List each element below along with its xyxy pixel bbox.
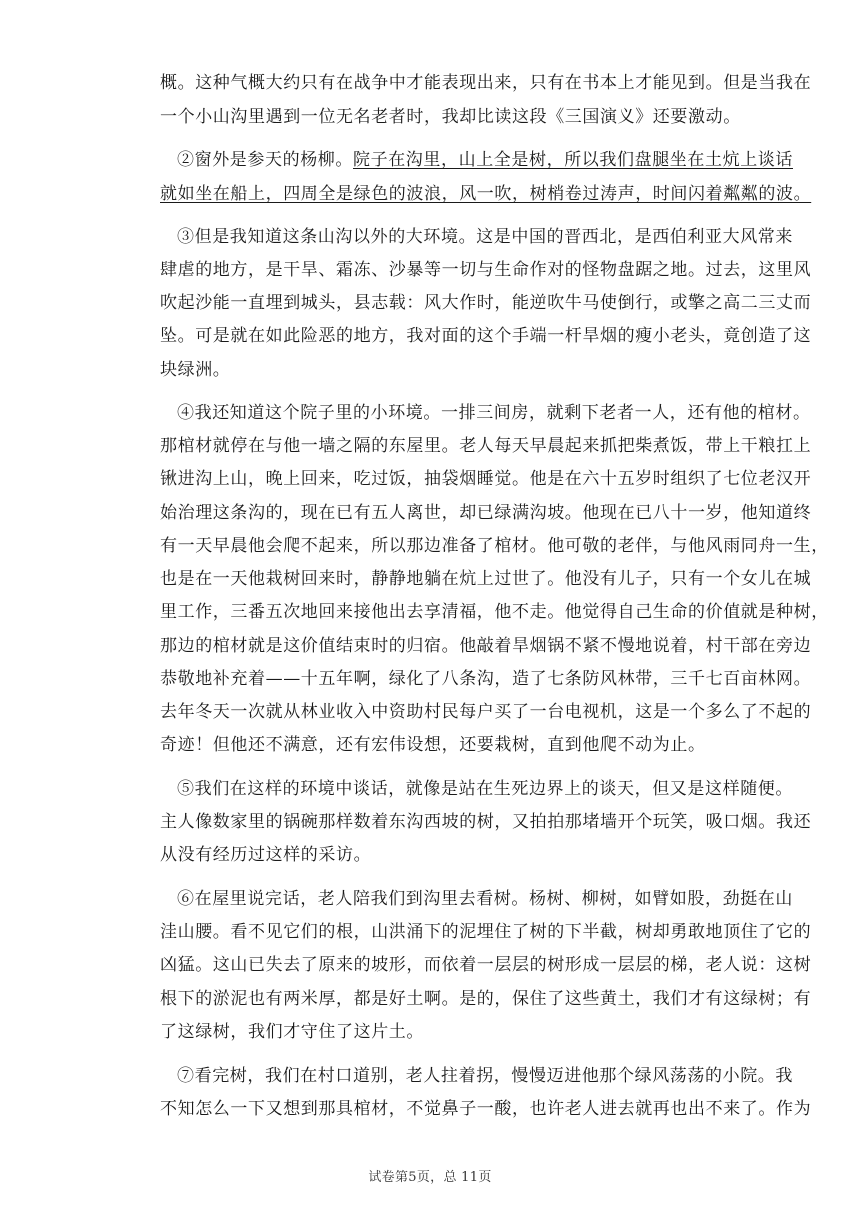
text-line: 主人像数家里的锅碗那样数着东沟西坡的树，又拍拍那堵墙开个玩笑，吸口烟。我还 — [160, 812, 812, 832]
paragraph-3-start: ③但是我知道这条山沟以外的大环境。这是中国的晋西北，是西伯利亚大风常来 — [177, 227, 793, 247]
text-line: 锹进沟上山，晚上回来，吃过饭，抽袋烟睡觉。他是在六十五岁时组织了七位老汉开 — [160, 469, 812, 489]
page-footer: 试卷第5页，总 11页 — [368, 1170, 492, 1185]
text-line: 有一天早晨他会爬不起来，所以那边准备了棺材。他可敬的老伴，与他风雨同舟一生， — [160, 536, 829, 556]
text-line: 不知怎么一下又想到那具棺材，不觉鼻子一酸，也许老人进去就再也出不来了。作为 — [160, 1099, 812, 1119]
underlined-sentence: 院子在沟里，山上全是树，所以我们盘腿坐在土炕上谈话 — [353, 150, 793, 170]
text-line: 恭敬地补充着——十五年啊，绿化了八条沟，造了七条防风林带，三千七百亩林网。 — [160, 669, 812, 689]
text-segment: ②窗外是参天的杨柳。 — [177, 150, 353, 170]
paragraph-5-start: ⑤我们在这样的环境中谈话，就像是站在生死边界上的谈天，但又是这样随便。 — [177, 779, 793, 799]
text-line: 洼山腰。看不见它们的根，山洪涌下的泥埋住了树的下半截，树却勇敢地顶住了它的 — [160, 922, 812, 942]
paragraph-2-line — [177, 149, 793, 171]
text-line: 奇迹！但他还不满意，还有宏伟设想，还要栽树，直到他爬不动为止。 — [160, 735, 706, 755]
text-line: 坠。可是就在如此险恶的地方，我对面的这个手端一杆旱烟的瘦小老头，竟创造了这 — [160, 326, 812, 346]
underlined-sentence-line: 就如坐在船上，四周全是绿色的波浪，风一吹，树梢卷过涛声，时间闪着粼粼的波。 — [160, 184, 812, 204]
text-line: 那棺材就停在与他一墙之隔的东屋里。老人每天早晨起来抓把柴煮饭，带上干粮扛上 — [160, 436, 812, 456]
paragraph-4-start: ④我还知道这个院子里的小环境。一排三间房，就剩下老者一人，还有他的棺材。 — [177, 403, 811, 423]
text-line: 根下的淤泥也有两米厚，都是好土啊。是的，保住了这些黄土，我们才有这绿树；有 — [160, 989, 812, 1009]
paragraph-6-start: ⑥在屋里说完话，老人陪我们到沟里去看树。杨树、柳树，如臂如股，劲挺在山 — [177, 889, 793, 909]
text-line: 了这绿树，我们才守住了这片土。 — [160, 1022, 424, 1042]
text-line: 概。这种气概大约只有在战争中才能表现出来，只有在书本上才能见到。但是当我在 — [160, 73, 812, 93]
text-line: 里工作，三番五次地回来接他出去享清福，他不走。他觉得自己生命的价值就是种树， — [160, 602, 829, 622]
text-line: 始治理这条沟的，现在已有五人离世，却已绿满沟坡。他现在已八十一岁，他知道终 — [160, 503, 812, 523]
text-line: 也是在一天他栽树回来时，静静地躺在炕上过世了。他没有儿子，只有一个女儿在城 — [160, 569, 812, 589]
paragraph-7-start: ⑦看完树，我们在村口道别，老人拄着拐，慢慢迈进他那个绿风荡荡的小院。我 — [177, 1066, 793, 1086]
text-line: 去年冬天一次就从林业收入中资助村民每户买了一台电视机，这是一个多么了不起的 — [160, 702, 812, 722]
text-line: 块绿洲。 — [160, 360, 231, 380]
text-line: 从没有经历过这样的采访。 — [160, 845, 372, 865]
text-line: 一个小山沟里遇到一位无名老者时，我却比读这段《三国演义》还要激动。 — [160, 107, 741, 127]
text-line: 那边的棺材就是这价值结束时的归宿。他敲着旱烟锅不紧不慢地说着，村干部在旁边 — [160, 636, 812, 656]
text-line: 吹起沙能一直埋到城头，县志载：风大作时，能逆吹牛马使倒行，或擎之高二三丈而 — [160, 293, 812, 313]
text-line: 肆虐的地方，是干旱、霜冻、沙暴等一切与生命作对的怪物盘踞之地。过去，这里风 — [160, 260, 812, 280]
text-line: 凶猛。这山已失去了原来的坡形，而依着一层层的树形成一层层的梯，老人说：这树 — [160, 955, 812, 975]
